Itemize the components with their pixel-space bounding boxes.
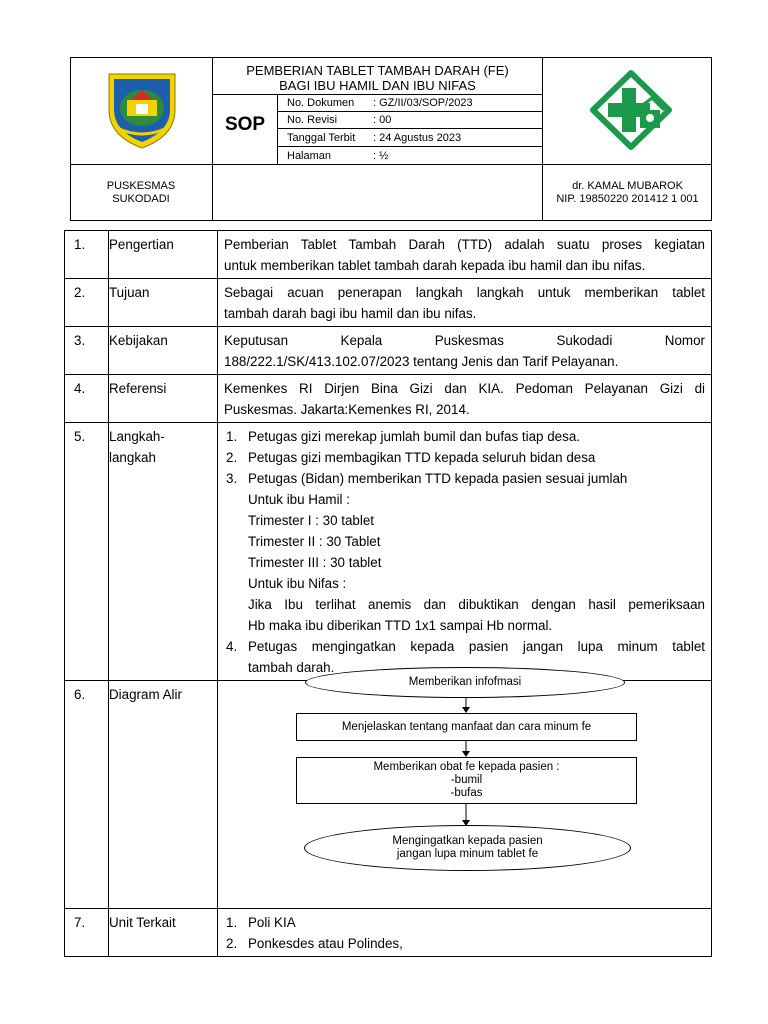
head-signature xyxy=(543,180,712,206)
row-label: Kebijakan xyxy=(109,327,218,375)
meta-label: Tanggal Terbit xyxy=(287,131,356,144)
step-item xyxy=(218,426,705,447)
row-body xyxy=(218,375,712,423)
body-line: Sebagai acuan penerapan langkah langkah untuk memberikan tablet xyxy=(224,285,705,300)
body-line: Kemenkes RI Dirjen Bina Gizi dan KIA. Pedoman Pelayanan Gizi di xyxy=(224,381,705,396)
step-number: 2. xyxy=(226,450,238,465)
unit-list xyxy=(218,912,705,954)
row-body xyxy=(218,909,712,957)
row-label: Diagram Alir xyxy=(109,681,218,909)
flow-step-info xyxy=(305,667,625,698)
row-number: 7. xyxy=(65,909,109,957)
step-sub-line: Untuk ibu Nifas : xyxy=(248,576,347,591)
row-label: Referensi xyxy=(109,375,218,423)
unit-text: Poli KIA xyxy=(248,915,296,930)
flow-step-text: Memberikan obat fe kepada pasien : xyxy=(373,761,560,773)
step-number: 1. xyxy=(226,429,238,444)
meta-row-tanggal xyxy=(278,129,542,146)
row-number: 2. xyxy=(65,279,109,327)
step-item xyxy=(218,468,705,489)
flow-step-text: Mengingatkan kepada pasien xyxy=(392,835,543,847)
row-number: 6. xyxy=(65,681,109,909)
step-sub-line: tambah darah. xyxy=(248,660,335,675)
unit-item xyxy=(218,912,705,933)
row-label: Unit Terkait xyxy=(109,909,218,957)
flow-step-text: jangan lupa minum tablet fe xyxy=(396,848,539,860)
meta-label: Halaman xyxy=(287,149,332,162)
step-sub-line: Trimester III : 30 tablet xyxy=(248,555,382,570)
row-body xyxy=(218,231,712,279)
sop-label: SOP xyxy=(224,114,266,135)
meta-value: : GZ/II/03/SOP/2023 xyxy=(373,97,473,109)
header-divider-horizontal xyxy=(70,164,712,165)
flow-step-give-fe xyxy=(296,757,637,804)
steps-list-continued xyxy=(218,636,705,657)
row-number: 4. xyxy=(65,375,109,423)
row-unit-terkait xyxy=(65,909,712,957)
row-kebijakan xyxy=(65,327,712,375)
unit-item xyxy=(218,933,705,954)
meta-row-dokumen xyxy=(278,95,542,111)
puskesmas-name xyxy=(70,180,212,206)
flow-step-text: -bufas xyxy=(450,787,483,799)
row-label xyxy=(109,423,218,681)
row-label: Pengertian xyxy=(109,231,218,279)
head-nip: NIP. 19850220 201412 1 001 xyxy=(556,193,699,205)
step-number: 4. xyxy=(226,639,238,654)
body-line: Puskesmas. Jakarta:Kemenkes RI, 2014. xyxy=(224,402,470,417)
puskesmas-line2: SUKODADI xyxy=(112,193,170,205)
step-sub-line: Jika Ibu terlihat anemis dan dibuktikan dengan hasil pemeriksaan xyxy=(248,597,705,612)
flow-step-reminder xyxy=(304,825,631,871)
meta-row-revisi xyxy=(278,112,542,128)
flow-step-text: -bumil xyxy=(450,774,483,786)
row-number: 1. xyxy=(65,231,109,279)
step-text: Petugas mengingatkan kepada pasien jangan lupa minum tablet xyxy=(248,639,705,654)
head-name: dr. KAMAL MUBAROK xyxy=(572,180,683,192)
step-item xyxy=(218,447,705,468)
puskesmas-line1: PUSKESMAS xyxy=(106,180,176,192)
flow-arrow-1 xyxy=(460,698,472,714)
row-body xyxy=(218,423,712,681)
meta-value: : 00 xyxy=(373,114,392,126)
step-sub-line: Hb maka ibu diberikan TTD 1x1 sampai Hb normal. xyxy=(248,618,553,633)
step-item xyxy=(218,636,705,657)
row-label-line1: Langkah- xyxy=(109,429,165,444)
meta-value: : ½ xyxy=(373,149,389,162)
meta-label: No. Revisi xyxy=(287,114,338,126)
steps-list xyxy=(218,426,705,489)
row-pengertian xyxy=(65,231,712,279)
meta-label: No. Dokumen xyxy=(287,97,355,109)
flow-arrow-3 xyxy=(460,804,472,827)
row-langkah xyxy=(65,423,712,681)
flow-arrow-2 xyxy=(460,741,472,758)
puskesmas-logo xyxy=(588,70,674,150)
step-number: 3. xyxy=(226,471,238,486)
unit-number: 2. xyxy=(226,936,238,951)
step-text: Petugas (Bidan) memberikan TTD kepada pasien sesuai jumlah xyxy=(248,471,628,486)
row-number: 3. xyxy=(65,327,109,375)
row-label: Tujuan xyxy=(109,279,218,327)
row-body xyxy=(218,279,712,327)
sop-title-line2: BAGI IBU HAMIL DAN IBU NIFAS xyxy=(279,78,476,93)
unit-number: 1. xyxy=(226,915,238,930)
body-line: Keputusan Kepala Puskesmas Sukodadi Nomor xyxy=(224,333,705,348)
row-referensi xyxy=(65,375,712,423)
flow-step-text: Memberikan infofmasi xyxy=(408,676,522,688)
meta-value: : 24 Agustus 2023 xyxy=(373,131,462,144)
row-body xyxy=(218,327,712,375)
sop-title-line1: PEMBERIAN TABLET TAMBAH DARAH (FE) xyxy=(246,63,509,78)
flow-step-text: Menjelaskan tentang manfaat dan cara minum fe xyxy=(341,720,592,733)
step-sub-line: Trimester I : 30 tablet xyxy=(248,513,375,528)
meta-row-halaman xyxy=(278,147,542,164)
row-tujuan xyxy=(65,279,712,327)
body-line: Pemberian Tablet Tambah Darah (TTD) adalah suatu proses kegiatan xyxy=(224,237,705,252)
step-sub-line: Untuk ibu Hamil : xyxy=(248,492,350,507)
unit-text: Ponkesdes atau Polindes, xyxy=(248,936,403,951)
row-number: 5. xyxy=(65,423,109,681)
body-line: 188/222.1/SK/413.102.07/2023 tentang Jenis dan Tarif Pelayanan. xyxy=(224,354,619,369)
flow-step-explain xyxy=(296,713,637,741)
body-line: untuk memberikan tablet tambah darah kepada ibu hamil dan ibu nifas. xyxy=(224,258,646,273)
row-label-line2: langkah xyxy=(109,450,156,465)
regency-crest-logo xyxy=(103,70,181,150)
step-text: Petugas gizi merekap jumlah bumil dan bufas tiap desa. xyxy=(248,429,580,444)
sop-title xyxy=(213,63,542,93)
step-sub-line: Trimester II : 30 Tablet xyxy=(248,534,381,549)
body-line: tambah darah bagi ibu hamil dan ibu nifas. xyxy=(224,306,477,321)
step-text: Petugas gizi membagikan TTD kepada seluruh bidan desa xyxy=(248,450,596,465)
